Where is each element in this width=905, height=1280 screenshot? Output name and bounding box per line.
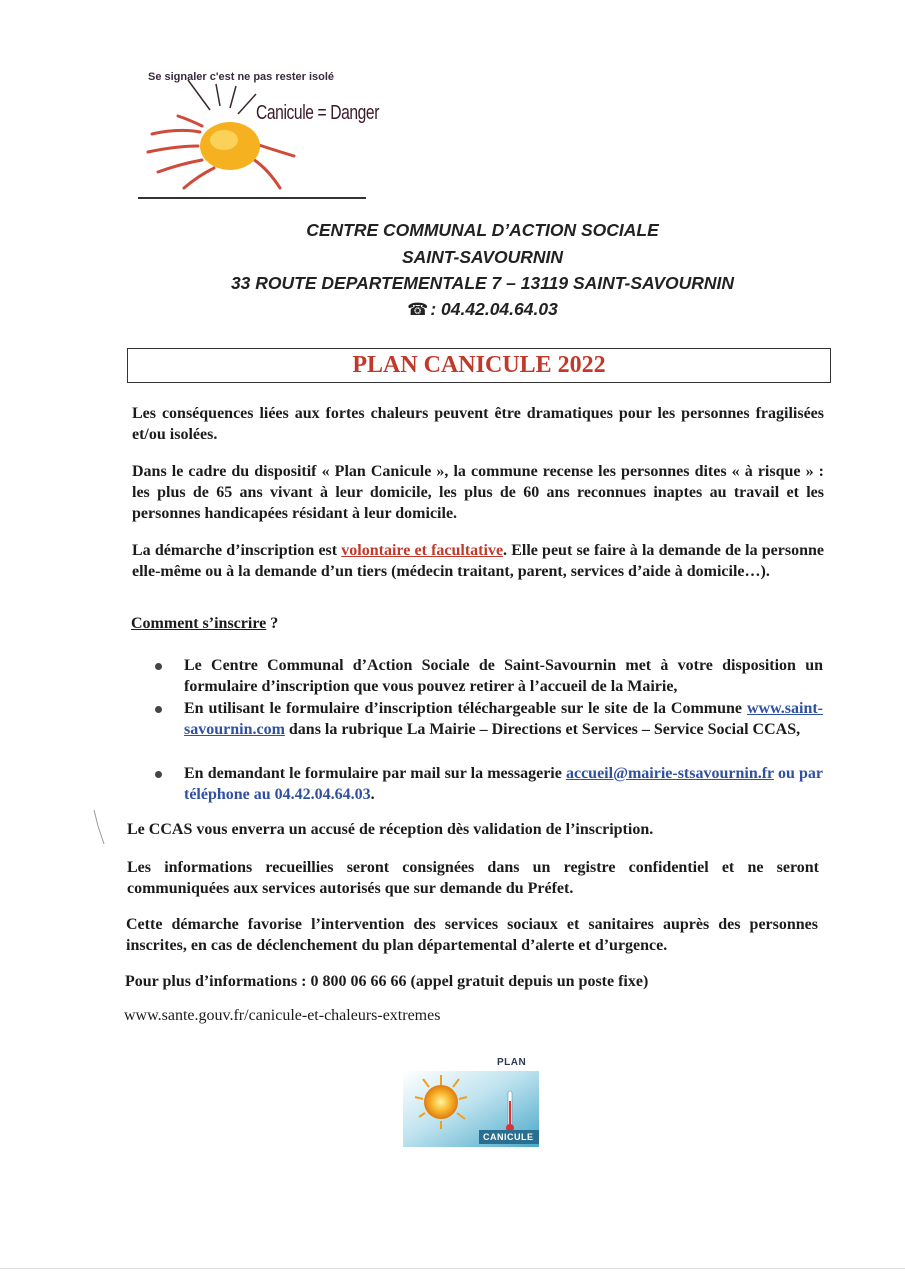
logo-underline	[138, 197, 366, 199]
website-link[interactable]: www.saint-savournin.com	[184, 700, 823, 738]
page-title: PLAN CANICULE 2022	[352, 352, 606, 378]
header-town: SAINT-SAVOURNIN	[401, 247, 564, 267]
bullet-text-start: En demandant le formulaire par mail sur la messagerie	[184, 765, 566, 782]
how-to-register-heading	[131, 615, 278, 633]
intervention-paragraph: Cette démarche favorise l’intervention des services sociaux et sanitaires auprès des personnes inscrites, en cas de déclenchement du plan départemental d’alerte et d’urgence.	[126, 916, 818, 954]
email-link[interactable]: accueil@mairie-stsavournin.fr	[565, 765, 774, 782]
header-phone-number: : 04.42.04.64.03	[430, 299, 558, 319]
registration-text-end: . Elle peut se faire à la demande de la personne elle-même ou à la demande d’un tiers (médecin traitant, parent, services d’aide à domicile…).	[132, 542, 824, 580]
bullet-text-end: dans la rubrique La Mairie – Directions et Services – Service Social CCAS,	[284, 721, 801, 738]
logo-plan-label: PLAN	[497, 1057, 527, 1068]
title-box	[127, 348, 831, 383]
how-to-register-suffix: ?	[266, 615, 279, 632]
bullet-text: Le Centre Communal d’Action Sociale de Saint-Savournin met à votre disposition un formulaire d’inscription que vous pouvez retirer à l’accueil de la Mairie,	[184, 657, 823, 695]
confidentiality-paragraph: Les informations recueillies seront consignées dans un registre confidentiel et ne seront communiquées aux services autorisés que sur demande du Préfet.	[127, 859, 819, 897]
info-phone-line: Pour plus d’informations : 0 800 06 66 66 (appel gratuit depuis un poste fixe)	[125, 973, 649, 990]
telephone-icon: ☎	[407, 300, 429, 319]
header-phone	[30, 299, 905, 320]
bullet-icon	[155, 706, 162, 713]
intro-paragraph: Les conséquences liées aux fortes chaleurs peuvent être dramatiques pour les personnes fragilisées et/ou isolées.	[132, 405, 824, 443]
logo-canicule-label: CANICULE	[483, 1132, 534, 1142]
bullet-text-end: .	[370, 786, 375, 803]
scan-mark	[92, 808, 106, 848]
sante-url: www.sante.gouv.fr/canicule-et-chaleurs-extremes	[124, 1007, 441, 1024]
bullet-text	[184, 698, 823, 740]
how-to-register-label: Comment s’inscrire	[131, 615, 267, 632]
registration-text-start: La démarche d’inscription est	[132, 542, 342, 559]
registration-paragraph	[132, 540, 824, 582]
header-address: 33 ROUTE DEPARTEMENTALE 7 – 13119 SAINT-SAVOURNIN	[230, 273, 735, 293]
bullet-icon	[155, 771, 162, 778]
canicule-danger-logo	[138, 66, 380, 206]
bullet-text-start: En utilisant le formulaire d’inscription téléchargeable sur le site de la Commune	[184, 700, 747, 717]
voluntary-highlight: volontaire et facultative	[341, 542, 504, 559]
sun-rays-icon	[138, 76, 370, 198]
plan-canicule-logo	[403, 1057, 539, 1147]
bullet-text	[184, 763, 823, 805]
bullet-icon	[155, 663, 162, 670]
receipt-paragraph: Le CCAS vous enverra un accusé de réception dès validation de l’inscription.	[127, 821, 654, 838]
bullet-phone-text: ou par téléphone au 04.42.04.64.03	[184, 765, 823, 803]
logo-tagline: Se signaler c'est ne pas rester isolé	[148, 71, 335, 83]
logo-title: Canicule = Danger	[256, 102, 380, 124]
header-org-name: CENTRE COMMUNAL D’ACTION SOCIALE	[306, 220, 659, 240]
census-paragraph: Dans le cadre du dispositif « Plan Canicule », la commune recense les personnes dites « à risque » : les plus de 65 ans vivant à leur domicile, les plus de 60 ans reconnues inaptes au travail et les personnes handicapées résidant à leur domicile.	[132, 463, 824, 522]
page-bottom-edge	[0, 1268, 905, 1269]
